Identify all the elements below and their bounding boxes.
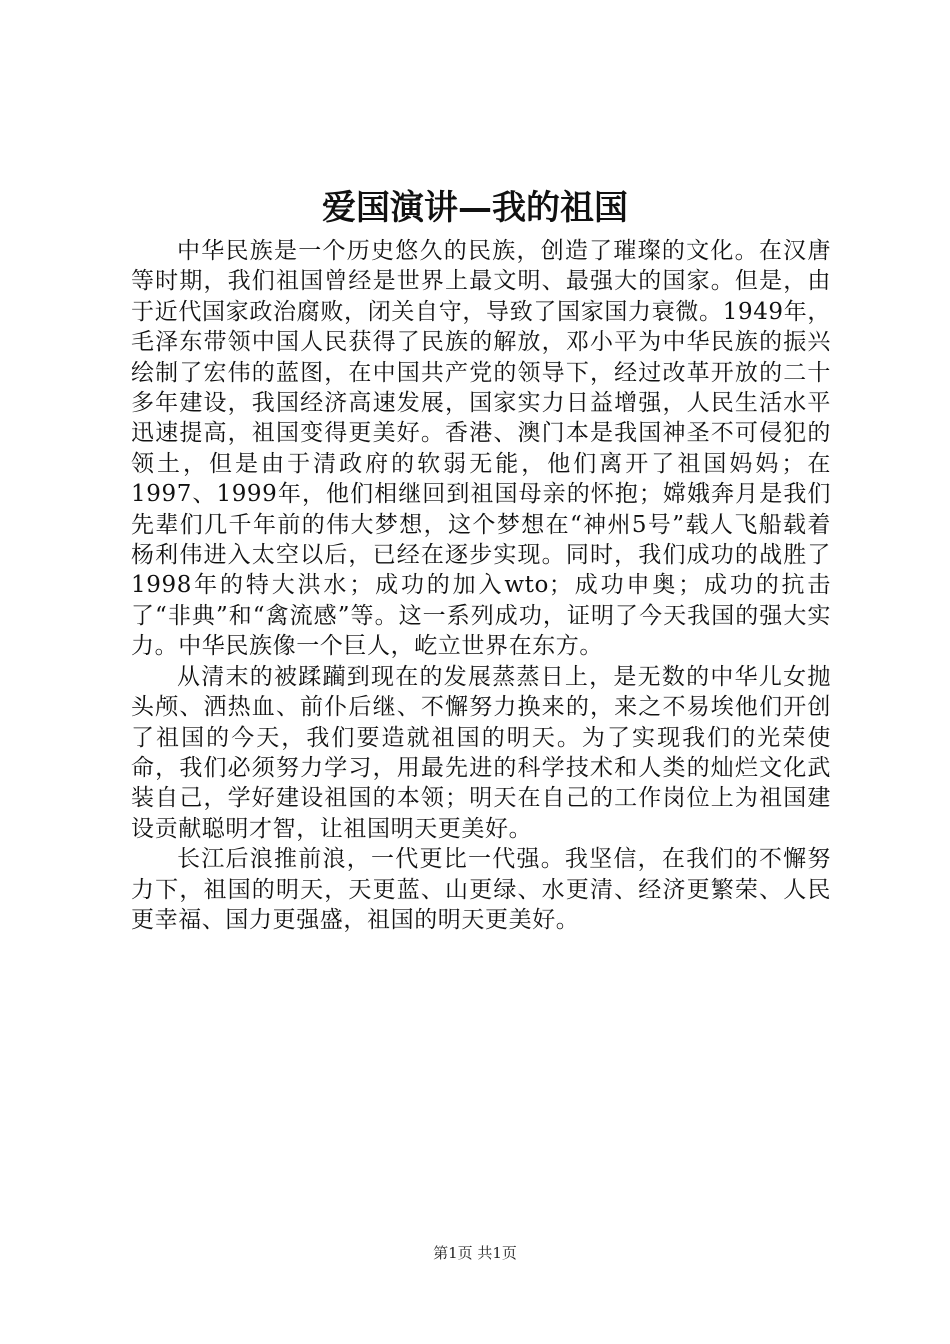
document-title: 爱国演讲—我的祖国 [322, 188, 628, 228]
paragraph-1: 中华民族是一个历史悠久的民族，创造了璀璨的文化。在汉唐等时期，我们祖国曾经是世界上最文明、最强大的国家。但是，由于近代国家政治腐败，闭关自守，导致了国家国力衰微。1949年，毛泽东带领中国人民获得了民族的解放，邓小平为中华民族的振兴绘制了宏伟的蓝图，在中国共产党的领导下，经过改革开放的二十多年建设，我国经济高速发展，国家实力日益增强，人民生活水平迅速提高，祖国变得更美好。香港、澳门本是我国神圣不可侵犯的领土，但是由于清政府的软弱无能，他们离开了祖国妈妈；在1997、1999年，他们相继回到祖国母亲的怀抱；嫦娥奔月是我们先辈们几千年前的伟大梦想，这个梦想在“神州5号”载人飞船载着杨利伟进入太空以后，已经在逐步实现。同时，我们成功的战胜了1998年的特大洪水；成功的加入wto；成功申奥；成功的抗击了“非典”和“禽流感”等。这一系列成功，证明了今天我国的强大实力。中华民族像一个巨人，屹立世界在东方。 [131, 238, 831, 660]
paragraph-2: 从清末的被蹂躏到现在的发展蒸蒸日上，是无数的中华儿女抛头颅、洒热血、前仆后继、不懈努力换来的，来之不易埃他们开创了祖国的今天，我们要造就祖国的明天。为了实现我们的光荣使命，我们必须努力学习，用最先进的科学技术和人类的灿烂文化武装自己，学好建设祖国的本领；明天在自己的工作岗位上为祖国建设贡献聪明才智，让祖国明天更美好。 [131, 663, 831, 842]
paragraph-3: 长江后浪推前浪，一代更比一代强。我坚信，在我们的不懈努力下，祖国的明天，天更蓝、山更绿、水更清、经济更繁荣、人民更幸福、国力更强盛，祖国的明天更美好。 [131, 846, 831, 933]
page-number-footer: 第1页 共1页 [433, 1244, 517, 1262]
document-body [131, 236, 831, 935]
